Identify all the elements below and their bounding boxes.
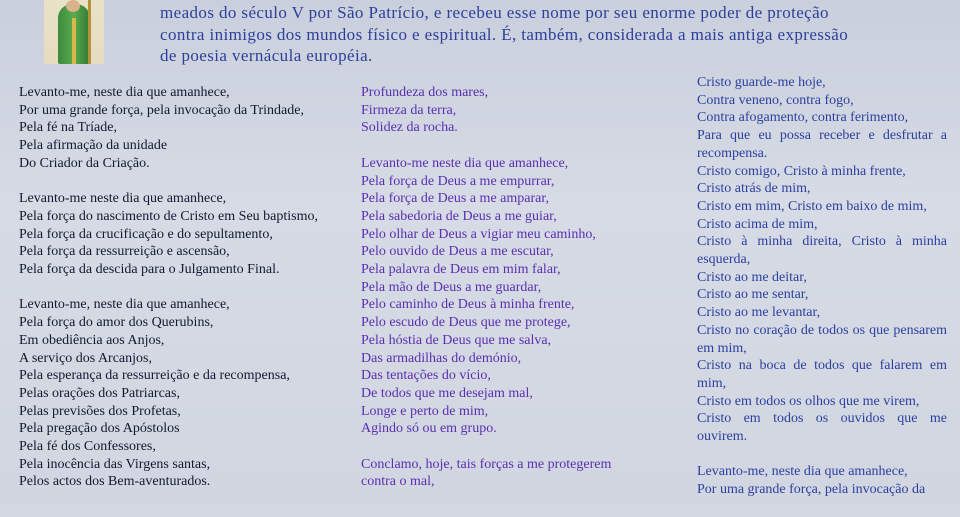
verse-line: Pela força da descida para o Julgamento Final. (19, 262, 280, 278)
intro-line: meados do século V por São Patrício, e recebeu esse nome por seu enorme poder de proteção (160, 3, 829, 22)
verse-line: Profundeza dos mares, (361, 85, 489, 100)
stanza (19, 84, 339, 173)
verse-line: Do Criador da Criação. (19, 155, 150, 171)
verse-line: Pelos actos dos Bem-aventurados. (19, 474, 211, 490)
verse-line: Levanto-me, neste dia que amanhece, (19, 297, 230, 313)
stanza (361, 456, 661, 491)
stanza (697, 74, 947, 446)
verse-line: Levanto-me neste dia que amanhece, (19, 191, 227, 207)
verse-line: Agindo só ou em grupo. (361, 421, 497, 437)
verse-line: Levanto-me, neste dia que amanhece, (19, 85, 230, 100)
verse-line: Pela sabedoria de Deus a me guiar, (361, 208, 557, 224)
verse-line: Cristo em mim, Cristo em baixo de mim, (697, 198, 927, 214)
verse-line: Pela força de Deus a me amparar, (361, 191, 549, 207)
verse-line: Cristo no coração de todos os que pensarem em mim, (697, 322, 947, 356)
verse-line: Firmeza da terra, (361, 102, 457, 118)
verse-line: Cristo acima de mim, (697, 216, 818, 232)
saint-robe-trim (72, 18, 76, 64)
verse-line: Em obediência aos Anjos, (19, 332, 165, 348)
verse-line: Longe e perto de mim, (361, 403, 489, 419)
verse-line: Conclamo, hoje, tais forças a me protegerem (361, 456, 612, 472)
verse-line: Cristo na boca de todos que falarem em mim, (697, 358, 947, 391)
verse-line: Pelo caminho de Deus à minha frente, (361, 297, 575, 313)
verse-line: Cristo ao me deitar, (697, 269, 807, 285)
intro-line: de poesia vernácula européia. (160, 46, 373, 65)
stanza (697, 463, 947, 498)
saint-patrick-icon (44, 0, 104, 64)
verse-line: Pela hóstia de Deus que me salva, (361, 332, 552, 348)
prayer-column-2 (361, 84, 661, 509)
verse-line: Pela inocência das Virgens santas, (19, 456, 211, 472)
verse-line: Pela mão de Deus a me guardar, (361, 279, 542, 295)
verse-line: Pela força de Deus a me empurrar, (361, 173, 555, 189)
verse-line: Contra veneno, contra fogo, (697, 92, 854, 108)
stanza (361, 84, 661, 137)
saint-staff (88, 0, 91, 64)
verse-line: A serviço dos Arcanjos, (19, 350, 152, 366)
verse-line: Cristo atrás de mim, (697, 181, 811, 197)
verse-line: Pela afirmação da unidade (19, 138, 168, 154)
verse-line: Cristo em todos os olhos que me virem, (697, 393, 920, 409)
verse-line: Cristo comigo, Cristo à minha frente, (697, 163, 906, 179)
verse-line: Pela força da crucificação e do sepultamento, (19, 226, 273, 242)
verse-line: Cristo à minha direita, Cristo à minha esquerda, (697, 234, 947, 268)
stanza (19, 296, 339, 491)
verse-line: Solidez da rocha. (361, 120, 458, 136)
verse-line: Cristo ao me sentar, (697, 287, 809, 303)
verse-line: Pela fé dos Confessores, (19, 439, 156, 455)
verse-line: Das armadilhas do demónio, (361, 350, 522, 366)
stanza (361, 155, 661, 438)
verse-line: Levanto-me neste dia que amanhece, (361, 155, 569, 171)
verse-line: Cristo em todos os ouvidos que me ouvirem. (697, 411, 947, 445)
verse-line: Pelo olhar de Deus a vigiar meu caminho, (361, 226, 596, 242)
verse-line: Pela força do nascimento de Cristo em Seu baptismo, (19, 208, 318, 224)
saint-head (66, 0, 80, 12)
intro-text (160, 2, 900, 67)
verse-line: De todos que me desejam mal, (361, 385, 533, 401)
verse-line: Pelo ouvido de Deus a me escutar, (361, 244, 554, 260)
verse-line: contra o mal, (361, 474, 435, 490)
stanza (19, 190, 339, 279)
verse-line: Contra afogamento, contra ferimento, (697, 110, 909, 126)
verse-line: Cristo ao me levantar, (697, 305, 821, 321)
verse-line: Por uma grande força, pela invocação da Trindade, (19, 102, 304, 118)
prayer-column-3 (697, 74, 947, 517)
verse-line: Pelas orações dos Patriarcas, (19, 385, 180, 401)
verse-line: Das tentações do vício, (361, 368, 491, 384)
verse-line: Pelas previsões dos Profetas, (19, 403, 181, 419)
verse-line: Pela esperança da ressurreição e da recompensa, (19, 368, 290, 384)
verse-line: Pela palavra de Deus em mim falar, (361, 262, 561, 278)
intro-line: contra inimigos dos mundos físico e espiritual. É, também, considerada a mais antiga expressão (160, 24, 849, 44)
verse-line: Por uma grande força, pela invocação da (697, 482, 926, 498)
verse-line: Pela força da ressurreição e ascensão, (19, 244, 230, 260)
prayer-column-1 (19, 84, 339, 509)
verse-line: Pela fé na Tríade, (19, 120, 117, 136)
verse-line: Pelo escudo de Deus que me protege, (361, 315, 571, 331)
verse-line: Para que eu possa receber e desfrutar a recompensa. (697, 128, 947, 161)
verse-line: Pela pregação dos Apóstolos (19, 421, 180, 437)
verse-line: Cristo guarde-me hoje, (697, 75, 826, 90)
verse-line: Pela força do amor dos Querubins, (19, 315, 214, 331)
verse-line: Levanto-me, neste dia que amanhece, (697, 464, 908, 480)
